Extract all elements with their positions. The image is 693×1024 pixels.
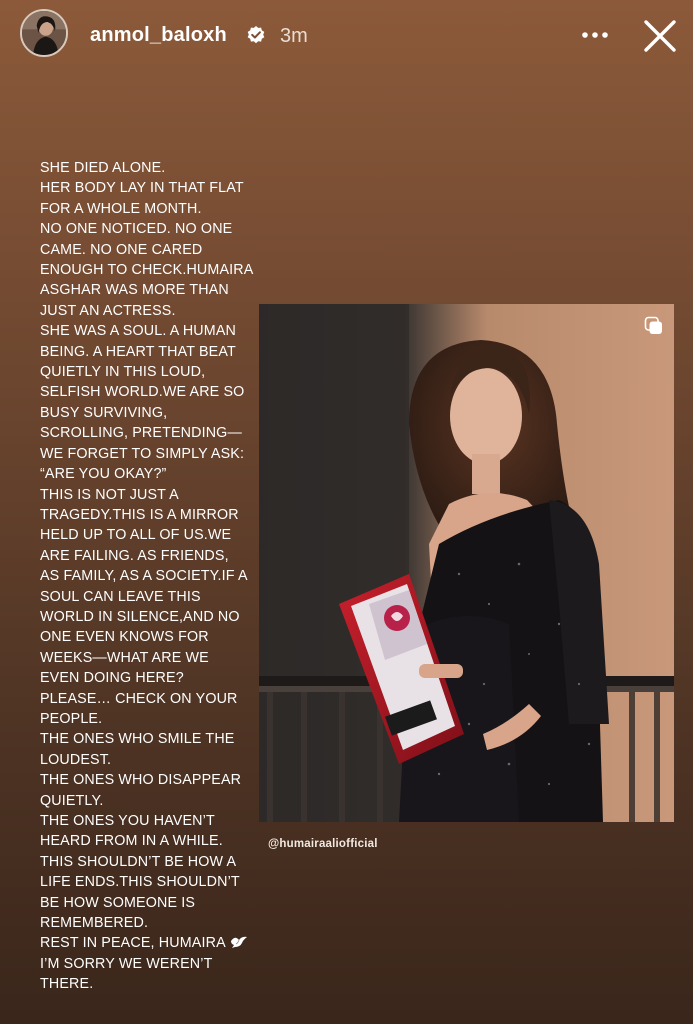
caption-line-text: AS FAMILY, AS A SOCIETY.IF A <box>40 568 248 585</box>
caption-line <box>40 627 260 647</box>
avatar[interactable] <box>20 9 68 57</box>
caption-line-text: BUSY SURVIVING, <box>40 404 168 421</box>
caption-line-text: WE FORGET TO SIMPLY ASK: <box>40 445 245 462</box>
timestamp: 3m <box>280 25 308 47</box>
carousel-stack-icon <box>644 316 664 336</box>
caption-line <box>40 607 260 627</box>
caption-line-text: FOR A WHOLE MONTH. <box>40 200 202 217</box>
caption-line <box>40 831 260 851</box>
caption-line-text: JUST AN ACTRESS. <box>40 302 176 319</box>
caption-line-text: HEARD FROM IN A WHILE. <box>40 833 223 850</box>
close-icon[interactable] <box>642 18 678 54</box>
caption-line <box>40 852 260 872</box>
caption-line-text: CAME. NO ONE CARED <box>40 241 203 258</box>
caption-line-text: “ARE YOU OKAY?” <box>40 466 167 483</box>
caption-line <box>40 321 260 341</box>
caption-line-text: SCROLLING, PRETENDING— <box>40 425 242 442</box>
caption-line-text: ARE FAILING. AS FRIENDS, <box>40 547 229 564</box>
caption-line-text: ENOUGH TO CHECK.HUMAIRA <box>40 262 254 279</box>
caption-line-text: THIS IS NOT JUST A <box>40 486 179 503</box>
caption-line-text: REST IN PEACE, HUMAIRA <box>40 935 226 952</box>
caption-line <box>40 729 260 749</box>
caption-line <box>40 423 260 443</box>
caption-line-text: LOUDEST. <box>40 751 112 768</box>
caption-line-text: HELD UP TO ALL OF US.WE <box>40 527 232 544</box>
caption-line <box>40 342 260 362</box>
story-caption <box>40 158 260 995</box>
caption-line <box>40 158 260 178</box>
caption-line <box>40 954 260 974</box>
caption-line <box>40 566 260 586</box>
caption-line <box>40 709 260 729</box>
caption-line-text: HER BODY LAY IN THAT FLAT <box>40 180 244 197</box>
caption-line-text: SELFISH WORLD.WE ARE SO <box>40 384 245 401</box>
story-header <box>0 0 693 72</box>
caption-line <box>40 811 260 831</box>
caption-line-text: BEING. A HEART THAT BEAT <box>40 343 236 360</box>
caption-line-text: LIFE ENDS.THIS SHOULDN’T <box>40 874 240 891</box>
caption-line-text: PLEASE… CHECK ON YOUR <box>40 690 238 707</box>
caption-line <box>40 219 260 239</box>
caption-line <box>40 933 260 953</box>
caption-line <box>40 260 260 280</box>
caption-line-text: TRAGEDY.THIS IS A MIRROR <box>40 506 239 523</box>
caption-line <box>40 872 260 892</box>
caption-line <box>40 974 260 994</box>
caption-line-text: EVEN DOING HERE? <box>40 670 184 687</box>
caption-line-text: NO ONE NOTICED. NO ONE <box>40 221 233 238</box>
caption-line-text: QUIETLY. <box>40 792 104 809</box>
caption-line <box>40 546 260 566</box>
caption-line <box>40 893 260 913</box>
caption-line-text: THERE. <box>40 976 94 993</box>
caption-line-text: WEEKS—WHAT ARE WE <box>40 649 209 666</box>
caption-line <box>40 750 260 770</box>
caption-line <box>40 770 260 790</box>
caption-line <box>40 913 260 933</box>
caption-line <box>40 485 260 505</box>
caption-line-text: I’M SORRY WE WEREN’T <box>40 955 213 972</box>
avatar-image <box>22 11 66 55</box>
caption-line-text: BE HOW SOMEONE IS <box>40 894 196 911</box>
caption-line <box>40 648 260 668</box>
caption-line <box>40 791 260 811</box>
caption-line <box>40 587 260 607</box>
more-horizontal-icon[interactable] <box>580 28 610 42</box>
caption-line-text: QUIETLY IN THIS LOUD, <box>40 364 206 381</box>
caption-line <box>40 689 260 709</box>
caption-line-text: SHE DIED ALONE. <box>40 160 166 176</box>
caption-line-text: PEOPLE. <box>40 710 103 727</box>
caption-line <box>40 505 260 525</box>
caption-line-text: SHE WAS A SOUL. A HUMAN <box>40 323 236 340</box>
caption-line <box>40 240 260 260</box>
username[interactable]: anmol_baloxh <box>90 24 227 46</box>
caption-line <box>40 362 260 382</box>
caption-line <box>40 444 260 464</box>
caption-line <box>40 403 260 423</box>
photo-image <box>259 304 674 822</box>
dove-icon <box>230 935 248 949</box>
verified-badge-icon <box>246 25 266 45</box>
caption-line-text: THE ONES WHO SMILE THE <box>40 731 235 748</box>
caption-line-text: ASGHAR WAS MORE THAN <box>40 282 229 299</box>
caption-line-text: THIS SHOULDN’T BE HOW A <box>40 853 237 870</box>
story-photo <box>259 304 674 822</box>
caption-line-text: ONE EVEN KNOWS FOR <box>40 629 209 646</box>
caption-line-text: WORLD IN SILENCE,AND NO <box>40 608 240 625</box>
caption-line-text: THE ONES YOU HAVEN’T <box>40 813 215 829</box>
caption-line-text: THE ONES WHO DISAPPEAR <box>40 772 242 789</box>
caption-line <box>40 280 260 300</box>
caption-line <box>40 464 260 484</box>
caption-line-text: REMEMBERED. <box>40 915 149 932</box>
photo-credit[interactable]: @humairaaliofficial <box>268 838 378 850</box>
caption-line-text: SOUL CAN LEAVE THIS <box>40 588 201 605</box>
caption-line <box>40 382 260 402</box>
caption-line <box>40 178 260 198</box>
caption-line <box>40 668 260 688</box>
caption-line <box>40 301 260 321</box>
caption-line <box>40 525 260 545</box>
caption-line <box>40 199 260 219</box>
